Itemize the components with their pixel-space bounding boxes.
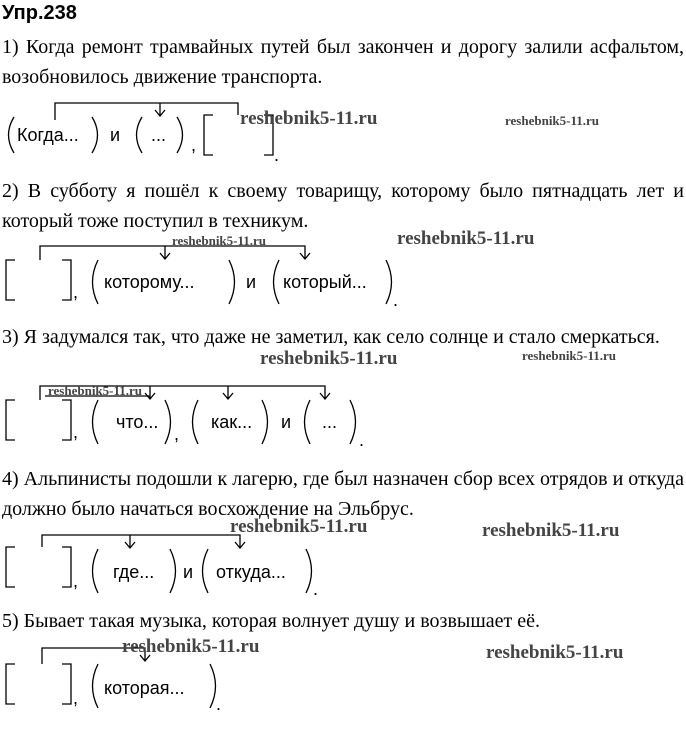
scheme-1-close-paren-2 bbox=[177, 117, 183, 153]
scheme-5-label-which: которая... bbox=[104, 678, 185, 698]
watermark: reshebnik5-11.ru bbox=[48, 383, 143, 398]
watermark: reshebnik5-11.ru bbox=[397, 228, 535, 249]
watermark: reshebnik5-11.ru bbox=[486, 642, 624, 663]
scheme-5-main-bracket bbox=[6, 664, 71, 704]
scheme-1-open-paren-1 bbox=[9, 117, 15, 153]
sentence-1: 1) Когда ремонт трамвайных путей был закончен и дорогу залили асфальтом, возобновилось движение транспорта. bbox=[2, 36, 684, 88]
scheme-2-main-bracket bbox=[6, 260, 71, 300]
scheme-3-comma-1: , bbox=[73, 422, 79, 442]
scheme-3-label-how: как... bbox=[211, 412, 253, 432]
scheme-4-label-where: где... bbox=[113, 562, 155, 582]
scheme-2-period: . bbox=[393, 290, 399, 310]
scheme-5-period: . bbox=[216, 694, 222, 714]
scheme-1-arrow bbox=[155, 103, 165, 116]
scheme-1-label-dots: ... bbox=[151, 125, 167, 145]
scheme-4-close-paren-1 bbox=[170, 549, 176, 593]
watermark: reshebnik5-11.ru bbox=[240, 108, 378, 129]
scheme-3-arrow bbox=[145, 386, 330, 399]
sentence-5: 5) Бывает такая музыка, которая волнует душу и возвышает её. bbox=[2, 610, 540, 632]
scheme-1-period: . bbox=[274, 145, 280, 165]
sentence-3: 3) Я задумался так, что даже не заметил, как село солнце и стало смеркаться. bbox=[2, 326, 660, 348]
scheme-4-comma: , bbox=[73, 571, 79, 591]
scheme-2-open-paren-1 bbox=[93, 260, 99, 304]
scheme-3-label-dots: ... bbox=[322, 412, 338, 432]
watermark: reshebnik5-11.ru bbox=[505, 113, 600, 128]
scheme-5-comma: , bbox=[73, 688, 79, 708]
scheme-2-label-and: и bbox=[246, 272, 257, 292]
watermark: reshebnik5-11.ru bbox=[230, 516, 368, 537]
scheme-1-open-paren-2 bbox=[137, 117, 143, 153]
scheme-2-open-paren-2 bbox=[274, 260, 280, 304]
scheme-3-label-that: что... bbox=[116, 412, 159, 432]
scheme-2-close-paren-2 bbox=[386, 260, 392, 304]
sentence-4: 4) Альпинисты подошли к лагерю, где был назначен сбор всех отрядов и откуда должно было начаться восхождение на Эльбрус. bbox=[2, 468, 684, 520]
watermark: reshebnik5-11.ru bbox=[122, 636, 260, 657]
scheme-3-open-paren-1 bbox=[93, 400, 99, 444]
scheme-1-label-when: Когда... bbox=[17, 125, 79, 145]
scheme-2-label-which: которому... bbox=[104, 272, 195, 292]
scheme-3-close-paren-2 bbox=[262, 400, 268, 444]
scheme-3-main-bracket bbox=[6, 400, 71, 440]
scheme-5-close-paren bbox=[210, 664, 216, 708]
watermark: reshebnik5-11.ru bbox=[482, 520, 620, 541]
scheme-5-open-paren bbox=[93, 664, 99, 708]
scheme-2-label-which-2: который... bbox=[283, 272, 367, 292]
scheme-4-connector bbox=[42, 535, 240, 547]
watermark: reshebnik5-11.ru bbox=[260, 348, 398, 369]
scheme-3-comma-2: , bbox=[174, 424, 180, 444]
scheme-4-open-paren-2 bbox=[203, 549, 209, 593]
scheme-1 bbox=[0, 95, 686, 170]
scheme-3-close-paren-1 bbox=[165, 400, 171, 444]
scheme-4-main-bracket bbox=[6, 547, 71, 587]
scheme-3-period: . bbox=[359, 430, 365, 450]
watermark: reshebnik5-11.ru bbox=[172, 233, 267, 248]
scheme-3-open-paren-2 bbox=[193, 400, 199, 444]
scheme-2-comma: , bbox=[73, 282, 79, 302]
scheme-4-label-and: и bbox=[183, 562, 194, 582]
scheme-4-period: . bbox=[313, 579, 319, 599]
scheme-4-open-paren-1 bbox=[93, 549, 99, 593]
scheme-4-label-from-where: откуда... bbox=[216, 562, 286, 582]
sentence-2: 2) В субботу я пошёл к своему товарищу, которому было пятнадцать лет и который тоже поступил в техникум. bbox=[2, 180, 684, 232]
scheme-1-connector bbox=[55, 103, 238, 120]
scheme-4-arrow bbox=[125, 535, 245, 548]
scheme-3-close-paren-3 bbox=[350, 400, 356, 444]
scheme-2 bbox=[0, 238, 686, 313]
scheme-2-close-paren-1 bbox=[229, 260, 235, 304]
scheme-1-close-paren-1 bbox=[92, 117, 98, 153]
watermark: reshebnik5-11.ru bbox=[522, 348, 617, 363]
scheme-1-label-and: и bbox=[110, 125, 121, 145]
scheme-3-label-and: и bbox=[281, 412, 292, 432]
scheme-1-comma: , bbox=[191, 135, 197, 155]
scheme-4-close-paren-2 bbox=[306, 549, 312, 593]
exercise-title: Упр.238 bbox=[2, 2, 77, 24]
scheme-3-open-paren-3 bbox=[305, 400, 311, 444]
